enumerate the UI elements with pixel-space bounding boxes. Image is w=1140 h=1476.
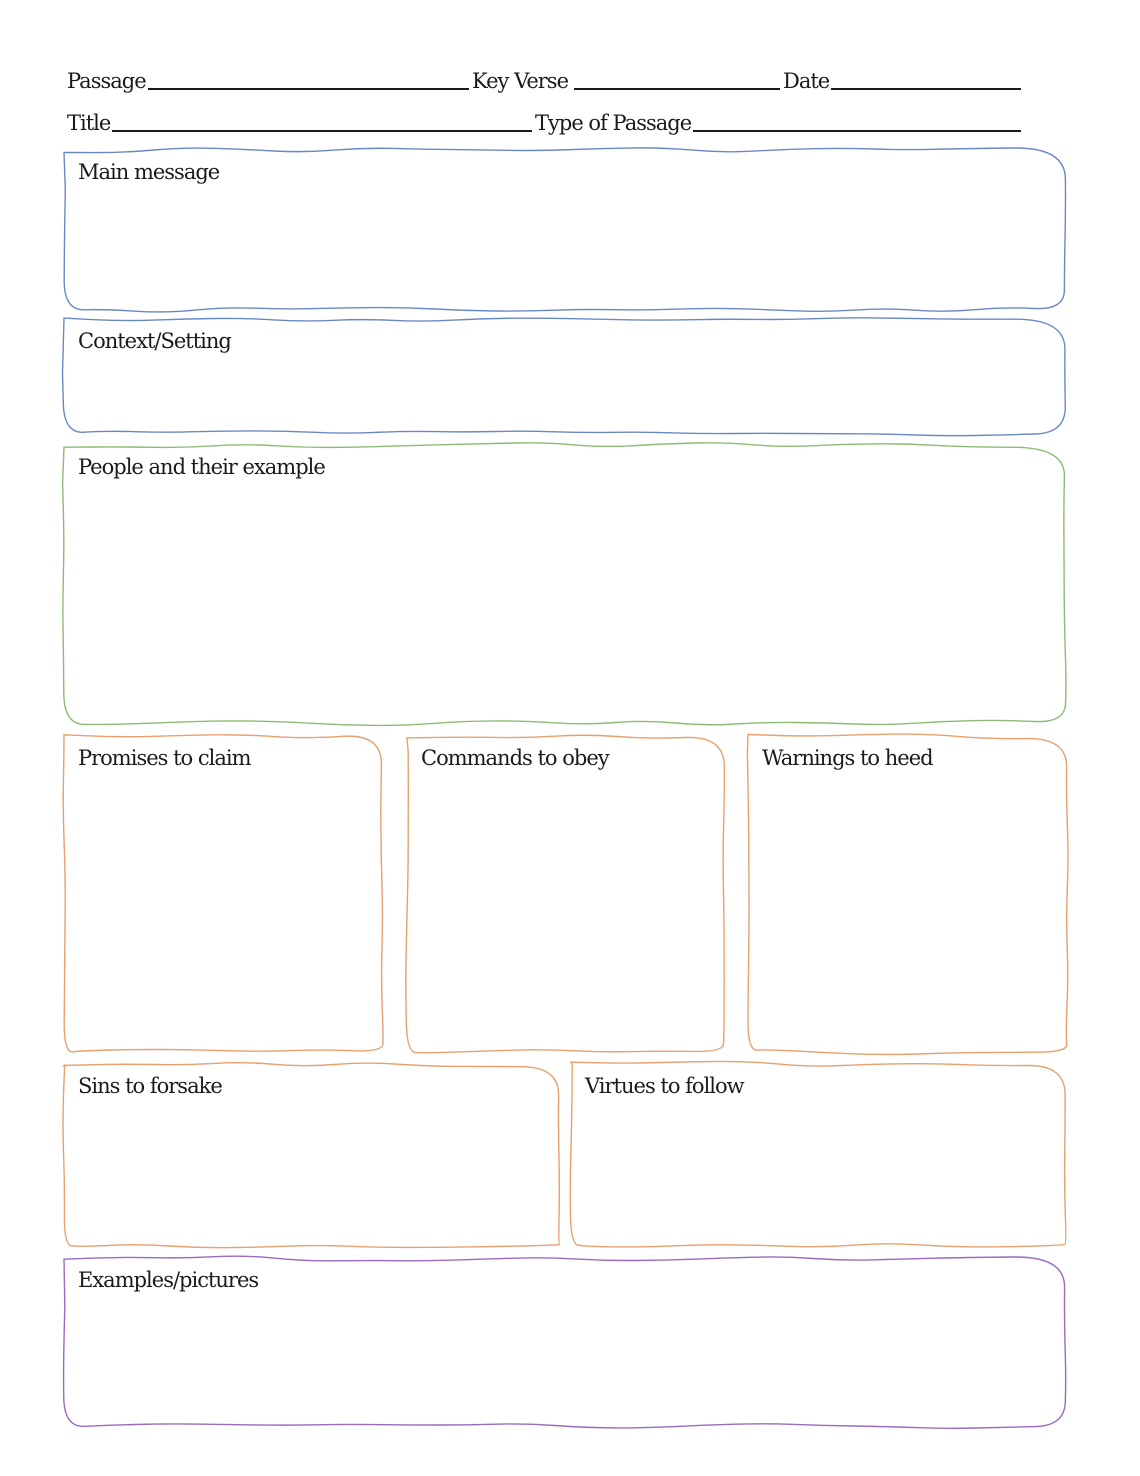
passage-label: Passage (67, 69, 146, 93)
context-setting-box (64, 319, 1065, 433)
virtues-area[interactable] (577, 1104, 1059, 1239)
promises-label: Promises to claim (78, 746, 251, 770)
key-verse-label: Key Verse (472, 69, 568, 93)
examples-label: Examples/pictures (78, 1268, 259, 1292)
examples-area[interactable] (70, 1298, 1059, 1420)
warnings-area[interactable] (754, 776, 1061, 1046)
people-example-area[interactable] (70, 485, 1059, 717)
context-setting-label: Context/Setting (78, 329, 231, 353)
context-setting-area[interactable] (70, 359, 1059, 427)
people-example-box (64, 445, 1065, 723)
title-field[interactable] (67, 106, 532, 134)
main-message-label: Main message (78, 160, 220, 184)
date-line[interactable] (831, 87, 1021, 90)
promises-area[interactable] (70, 776, 376, 1046)
type-of-passage-label: Type of Passage (535, 111, 692, 135)
date-label: Date (783, 69, 830, 93)
commands-label: Commands to obey (421, 746, 609, 770)
promises-box (64, 736, 382, 1052)
virtues-box (571, 1064, 1065, 1245)
type-of-passage-line[interactable] (693, 129, 1021, 132)
main-message-area[interactable] (70, 190, 1059, 304)
main-message-box (64, 150, 1065, 310)
commands-box (407, 736, 724, 1052)
sins-box (64, 1064, 559, 1245)
title-line[interactable] (112, 129, 532, 132)
warnings-box (748, 736, 1067, 1052)
examples-box (64, 1258, 1065, 1426)
sins-area[interactable] (70, 1104, 553, 1239)
commands-area[interactable] (413, 776, 718, 1046)
people-example-label: People and their example (78, 455, 325, 479)
passage-field[interactable] (67, 64, 469, 92)
title-label: Title (67, 111, 111, 135)
passage-line[interactable] (148, 87, 469, 90)
key-verse-line[interactable] (574, 87, 780, 90)
warnings-label: Warnings to heed (762, 746, 933, 770)
type-of-passage-field[interactable] (535, 106, 1021, 134)
key-verse-field[interactable] (472, 64, 780, 92)
sins-label: Sins to forsake (78, 1074, 222, 1098)
date-field[interactable] (783, 64, 1021, 92)
virtues-label: Virtues to follow (585, 1074, 744, 1098)
